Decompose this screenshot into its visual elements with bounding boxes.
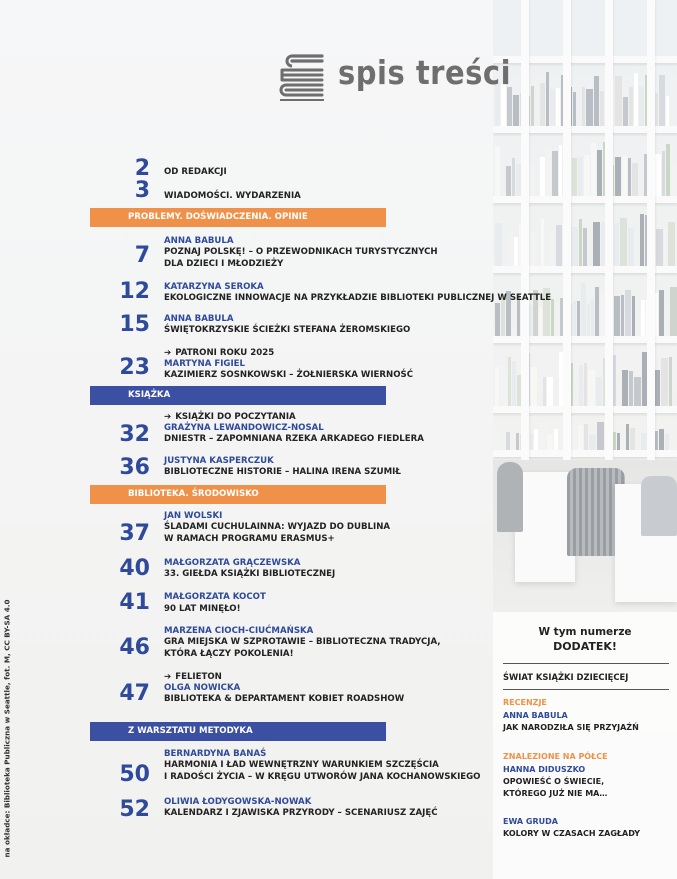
page-number: 40 (119, 556, 150, 581)
book-spine (655, 431, 658, 452)
book-spine (614, 223, 619, 268)
library-shelves-photo (493, 0, 677, 879)
book-spine (596, 377, 602, 408)
book-spine (514, 237, 518, 268)
cover-credit: na okładce: Biblioteka Publiczna w Seattle, fot. M, CC BY-SA 4.0 (2, 599, 12, 858)
book-spine (579, 365, 583, 408)
book-spine (654, 154, 661, 198)
book-spine (655, 370, 660, 408)
book-spine (669, 357, 672, 408)
section-header: KSIĄŻKA (90, 386, 386, 405)
article-title: ŚLADAMI CUCHULAINNA: WYJAZD DO DUBLINA (164, 522, 391, 532)
book-spine (579, 219, 582, 268)
supplement-intro: W tym numerze (538, 626, 632, 638)
book-spine (594, 76, 599, 128)
book-spine (597, 422, 604, 452)
book-spine (552, 151, 558, 198)
page-number: 23 (119, 355, 150, 380)
section-header: PROBLEMY. DOŚWIADCZENIA. OPINIE (90, 208, 386, 227)
book-spine (641, 300, 645, 338)
book-spine (666, 144, 670, 198)
section-header: BIBLIOTEKA. ŚRODOWISKO (90, 485, 386, 504)
page-number: 15 (119, 312, 150, 337)
book-spine (539, 423, 546, 452)
sidebar-title: JAK NARODZIŁA SIĘ PRZYJAŹŃ (503, 723, 639, 732)
book-spine (546, 72, 549, 128)
article-title: WIADOMOŚCI. WYDARZENIA (164, 191, 301, 201)
article-author: OLIWIA ŁODYGOWSKA-NOWAK (164, 797, 312, 807)
article-author: MARTYNA FIGIEL (164, 359, 246, 369)
stacked-books-icon (278, 52, 326, 102)
book-spine (550, 230, 555, 268)
article-author: MARZENA CIOCH-CIUĆMAŃSKA (164, 626, 314, 636)
book-spine (508, 357, 511, 408)
book-spine (615, 76, 622, 128)
book-spine (541, 219, 544, 268)
book-spine (554, 429, 558, 452)
sidebar-author: EWA GRUDA (503, 817, 558, 826)
article-author: JUSTYNA KASPERCZUK (164, 456, 274, 466)
book-spine (640, 214, 644, 268)
shelf-upright (563, 0, 571, 460)
article-title: DLA DZIECI I MŁODZIEŻY (164, 259, 284, 269)
book-spine (512, 361, 516, 408)
sidebar-title: KOLORY W CZASACH ZAGŁADY (503, 829, 641, 838)
book-spine (614, 296, 620, 338)
shelf-upright (647, 0, 655, 460)
article-title: KAZIMIERZ SOSNKOWSKI – ŻOŁNIERSKA WIERNOŚĆ (164, 370, 414, 380)
divider (503, 689, 669, 690)
book-spine (495, 367, 499, 408)
arrow-right-icon: ➔ (164, 348, 172, 358)
article-author: OLGA NOWICKA (164, 683, 241, 693)
book-spine (550, 89, 555, 128)
article-title: BIBLIOTEKA & DEPARTAMENT KOBIET ROADSHOW (164, 694, 405, 704)
book-spine (628, 158, 631, 198)
article-title: KALENDARZ I ZJAWISKA PRZYRODY – SCENARIUSZ ZAJĘĆ (164, 808, 438, 818)
book-spine (584, 155, 590, 198)
office-chair (497, 462, 523, 532)
book-spine (661, 358, 668, 408)
book-spine (540, 83, 545, 128)
book-spine (571, 227, 578, 268)
article-title: 90 LAT MINĘŁO! (164, 604, 241, 614)
article-author: BERNARDYNA BANAŚ (164, 749, 267, 759)
book-spine (634, 73, 638, 128)
office-chair (641, 476, 677, 536)
book-spine (547, 377, 553, 408)
divider (503, 663, 669, 664)
book-spine (600, 91, 604, 128)
book-spine (495, 430, 500, 452)
book-spine (500, 367, 507, 408)
page-number: 2 (134, 156, 150, 181)
book-spine (531, 367, 537, 408)
arrow-right-icon: ➔ (164, 672, 172, 682)
book-spine (530, 232, 535, 268)
book-spine (573, 301, 576, 338)
issue-supplement-box (493, 612, 677, 879)
book-spine (578, 157, 583, 198)
book-spine (630, 428, 635, 452)
book-spine (578, 425, 583, 452)
book-spine (586, 89, 593, 128)
sidebar-title: KTÓREGO JUŻ NIE MA… (503, 789, 608, 798)
book-spine (615, 157, 621, 198)
book-spine (512, 158, 515, 198)
book-spine (556, 88, 560, 128)
arrow-right-icon: ➔ (164, 412, 172, 422)
shelf-upright (605, 0, 613, 460)
supplement-badge: DODATEK! (553, 640, 617, 653)
book-spine (632, 163, 638, 198)
book-spine (584, 363, 587, 408)
article-title: OD REDAKCJI (164, 167, 227, 177)
sidebar-title: OPOWIEŚĆ O ŚWIECIE, (503, 777, 605, 786)
book-spine (583, 228, 587, 268)
page-number: 12 (119, 279, 150, 304)
book-spine (622, 156, 627, 198)
page-number: 52 (119, 797, 150, 822)
article-title: DNIESTR – ZAPOMNIANA RZEKA ARKADEGO FIEDLERA (164, 434, 424, 444)
book-spine (531, 86, 534, 128)
book-spine (539, 307, 542, 338)
page-number: 47 (119, 681, 150, 706)
article-author: ANNA BABULA (164, 314, 234, 324)
book-spine (656, 229, 663, 268)
article-author: ANNA BABULA (164, 236, 234, 246)
book-spine (668, 222, 675, 268)
book-spine (639, 86, 644, 128)
book-spine (588, 370, 595, 408)
page-number: 41 (119, 590, 150, 615)
article-title: W RAMACH PROGRAMU ERASMUS+ (164, 534, 335, 544)
page-number: 32 (119, 422, 150, 447)
book-spine (587, 304, 590, 338)
book-spine (662, 151, 665, 198)
book-spine (584, 424, 588, 452)
book-spine (551, 299, 554, 338)
book-spine (540, 157, 545, 198)
book-spine (543, 377, 546, 408)
book-spine (659, 290, 664, 338)
book-spine (597, 150, 602, 199)
page-number: 46 (119, 635, 150, 660)
book-spine (507, 87, 512, 128)
book-spine (571, 424, 577, 452)
book-spine (495, 146, 500, 198)
book-spine (622, 370, 628, 408)
book-spine (664, 228, 667, 268)
shelf-upright (521, 0, 529, 460)
book-spine (634, 377, 641, 408)
supplement-title: ŚWIAT KSIĄŻKI DZIECIĘCEJ (503, 672, 629, 682)
article-title: ŚWIĘTOKRZYSKIE ŚCIEŻKI STEFANA ŻEROMSKIEGO (164, 325, 411, 335)
book-spine (666, 96, 669, 128)
book-spine (577, 301, 580, 338)
article-author: JAN WOLSKI (164, 511, 223, 521)
book-spine (546, 149, 551, 198)
book-spine (495, 303, 500, 338)
sidebar-author: ANNA BABULA (503, 711, 568, 720)
book-spine (573, 92, 576, 128)
section-header: Z WARSZTATU METODYKA (90, 722, 386, 741)
book-spine (506, 166, 511, 198)
book-spine (670, 287, 677, 338)
book-spine (591, 299, 594, 338)
page-number: 3 (134, 178, 150, 203)
page-title: spis treści (338, 54, 512, 93)
article-title: POZNAJ POLSKĘ! – O PRZEWODNIKACH TURYSTYCZNYCH (164, 247, 438, 257)
rubric-line: ➔ PATRONI ROKU 2025 (164, 348, 275, 358)
book-spine (659, 429, 664, 452)
book-spine (582, 87, 585, 128)
article-author: GRAŻYNA LEWANDOWICZ-NOSAL (164, 423, 324, 433)
book-spine (659, 75, 665, 128)
book-spine (628, 228, 634, 268)
article-author: MAŁGORZATA GRĄCZEWSKA (164, 558, 301, 568)
book-spine (559, 145, 562, 198)
article-title: I RADOŚCI ŻYCIA – W KRĘGU UTWORÓW JANA KOCHANOWSKIEGO (164, 772, 481, 782)
book-spine (671, 163, 677, 198)
book-spine (623, 97, 628, 128)
book-spine (620, 218, 627, 268)
article-author: MAŁGORZATA KOCOT (164, 592, 266, 602)
book-spine (632, 296, 635, 338)
rubric-line: ➔ FELIETON (164, 672, 222, 682)
book-spine (625, 290, 631, 338)
book-spine (534, 429, 538, 452)
reading-desk (515, 472, 575, 582)
book-spine (629, 371, 633, 408)
sidebar-category: RECENZJE (503, 698, 547, 707)
book-spine (626, 424, 629, 452)
book-spine (508, 231, 513, 268)
article-title: BIBLIOTECZNE HISTORIE – HALINA IRENA SZUMIŁ (164, 467, 401, 477)
book-spine (556, 225, 562, 268)
book-spine (591, 143, 596, 198)
book-spine (593, 222, 600, 268)
book-spine (629, 87, 633, 128)
bookshelf (493, 0, 677, 460)
article-title: KTÓRA ŁĄCZY POKOLENIA! (164, 649, 294, 659)
page-number: 37 (119, 521, 150, 546)
article-title: 33. GIEŁDA KSIĄŻKI BIBLIOTECZNEJ (164, 569, 336, 579)
sidebar-category: ZNALEZIONE NA PÓŁCE (503, 752, 608, 761)
book-spine (513, 95, 519, 128)
article-title: GRA MIEJSKA W SZPROTAWIE – BIBLIOTECZNA TRADYCJA, (164, 637, 441, 647)
rubric-line: ➔ KSIĄŻKI DO POCZYTANIA (164, 412, 296, 422)
page-number: 50 (119, 762, 150, 787)
book-spine (572, 158, 577, 198)
book-spine (655, 93, 658, 128)
page-number: 36 (119, 455, 150, 480)
sidebar-author: HANNA DIDUSZKO (503, 765, 586, 774)
article-title: EKOLOGICZNE INNOWACJE NA PRZYKŁADZIE BIBLIOTEKI PUBLICZNEJ W SEATTLE (164, 293, 552, 303)
book-spine (495, 223, 502, 268)
article-title: HARMONIA I ŁAD WEWNĘTRZNY WARUNKIEM SZCZĘŚCIA (164, 760, 439, 770)
book-spine (621, 295, 624, 338)
book-spine (581, 283, 586, 338)
article-author: KATARZYNA SEROKA (164, 282, 264, 292)
book-spine (595, 287, 599, 338)
page-number: 7 (134, 243, 150, 268)
